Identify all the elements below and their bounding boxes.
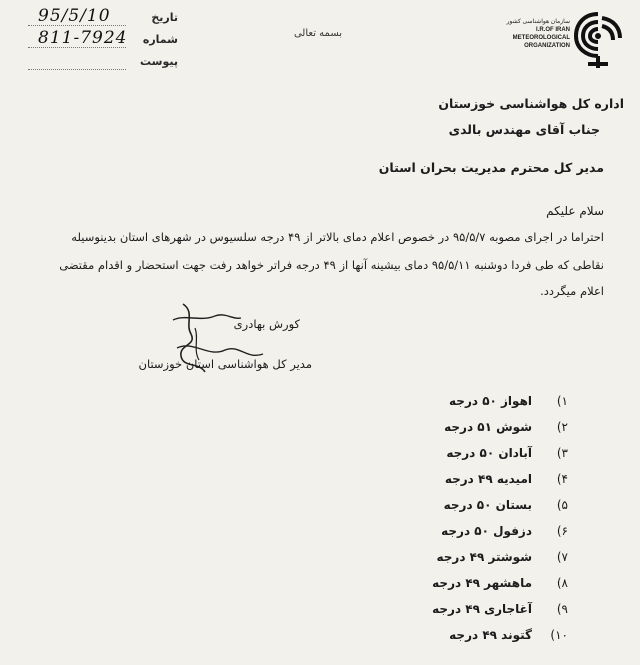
body-line: احتراما در اجرای مصوبه ۹۵/۵/۷ در خصوص اعلام دمای بالاتر از ۴۹ درجه سلسیوس در شهرهای استان بدینوسیله	[71, 230, 604, 244]
list-item-number: (۱	[556, 394, 568, 408]
list-item	[348, 518, 568, 544]
list-item-number: (۵	[556, 498, 568, 512]
list-item-text: ماهشهر ۴۹ درجه	[432, 576, 532, 590]
list-item-text: آغاجاری ۴۹ درجه	[432, 602, 532, 616]
list-item-text: آبادان ۵۰ درجه	[446, 446, 532, 460]
list-item-number: (۳	[556, 446, 568, 460]
list-item-number: (۲	[556, 420, 568, 434]
list-item-text: امیدیه ۴۹ درجه	[444, 472, 532, 486]
list-item	[348, 596, 568, 622]
date-label: تاریخ	[151, 11, 178, 24]
list-item-text: گتوند ۴۹ درجه	[449, 628, 532, 642]
number-dots	[28, 47, 126, 48]
list-item-number: (۹	[556, 602, 568, 616]
date-value: 95/5/10	[38, 6, 111, 26]
list-item	[348, 492, 568, 518]
list-item-number: (۱۰	[550, 628, 568, 642]
addressee: جناب آقای مهندس بالدی	[448, 122, 600, 137]
greeting: سلام علیکم	[546, 204, 604, 218]
department-name: اداره کل هواشناسی خوزستان	[438, 96, 624, 111]
signer-name: کورش بهادری	[233, 317, 300, 331]
signature-scribble	[155, 298, 275, 388]
date-dots	[28, 25, 126, 26]
attachment-row	[28, 52, 178, 72]
number-row	[28, 30, 178, 50]
logo-text-fa: سازمان هواشناسی کشور	[506, 19, 570, 25]
list-item	[348, 544, 568, 570]
body-line: اعلام میگردد.	[540, 284, 604, 298]
list-item	[348, 466, 568, 492]
list-item	[348, 388, 568, 414]
logo-text-en: I.R.OF IRAN METEOROLOGICAL ORGANIZATION	[512, 27, 570, 49]
list-item-text: بستان ۵۰ درجه	[443, 498, 532, 512]
date-row	[28, 8, 178, 28]
list-item	[348, 570, 568, 596]
list-item-number: (۷	[556, 550, 568, 564]
meteorological-emblem-icon	[572, 10, 624, 70]
number-value: 811-7924	[38, 28, 128, 48]
list-item-number: (۶	[556, 524, 568, 538]
addressee-title: مدیر کل محترم مدیریت بحران استان	[378, 160, 604, 175]
city-temperature-list	[348, 388, 568, 648]
body-line: نقاطی که طی فردا دوشنبه ۹۵/۵/۱۱ دمای بیشینه آنها از ۴۹ درجه فراتر خواهد رفت جهت استحضار و اقدام مقتضی	[59, 258, 604, 272]
number-label: شماره	[142, 33, 178, 46]
list-item	[348, 622, 568, 648]
logo-text	[496, 18, 570, 50]
list-item-text: شوشتر ۴۹ درجه	[436, 550, 532, 564]
attachment-dots	[28, 69, 126, 70]
list-item	[348, 414, 568, 440]
list-item-number: (۴	[556, 472, 568, 486]
signer-title: مدیر کل هواشناسی استان خوزستان	[138, 357, 312, 371]
list-item	[348, 440, 568, 466]
list-item-number: (۸	[556, 576, 568, 590]
list-item-text: شوش ۵۱ درجه	[444, 420, 532, 434]
letter-meta	[28, 8, 178, 74]
basmala: بسمه تعالی	[293, 28, 343, 39]
list-item-text: دزفول ۵۰ درجه	[441, 524, 532, 538]
organization-logo	[496, 10, 624, 100]
list-item-text: اهواز ۵۰ درجه	[449, 394, 532, 408]
attachment-label: پیوست	[140, 55, 178, 68]
